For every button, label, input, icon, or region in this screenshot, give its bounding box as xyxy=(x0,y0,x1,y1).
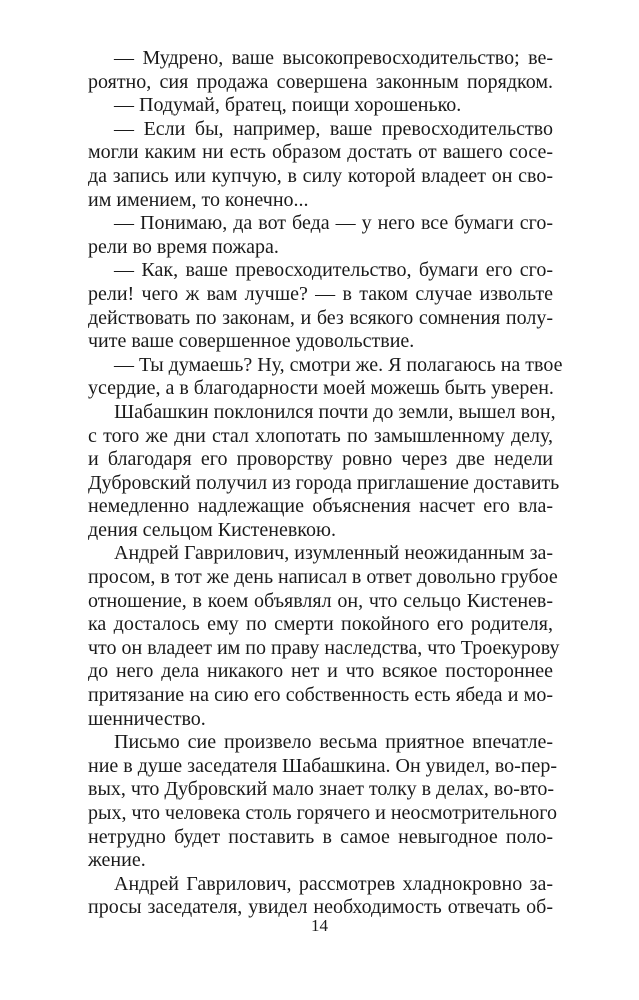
text-line: Дубровский получил из города приглашение доставить xyxy=(88,471,560,494)
text-line: немедленно надлежащие объяснения насчет его вла- xyxy=(88,495,553,518)
text-line: просом, в тот же день написал в ответ довольно грубое xyxy=(88,566,558,589)
text-line: да запись или купчую, в силу которой владеет он сво- xyxy=(88,164,553,187)
text-line: рых, что человека столь горячего и неосмотрительного xyxy=(88,802,557,824)
text-line: рели! чего ж вам лучше? — в таком случае извольте xyxy=(88,282,553,305)
text-line: Андрей Гаврилович, рассмотрев хладнокровно за- xyxy=(114,872,553,895)
text-line: что он владеет им по праву наследства, что Троекурову xyxy=(88,636,560,659)
text-line: могли каким ни есть образом достать от вашего сосе- xyxy=(88,141,553,164)
text-line: ние в душе заседателя Шабашкина. Он увидел, во-пер- xyxy=(88,754,558,777)
text-line: с того же дни стал хлопотать по замышленному делу, xyxy=(88,424,553,447)
text-line: шенничество. xyxy=(88,707,206,730)
text-line: вых, что Дубровский мало знает толку в делах, во-вто- xyxy=(88,778,554,801)
text-line: — Как, ваше превосходительство, бумаги его сго- xyxy=(114,259,553,282)
page-number: 14 xyxy=(311,916,328,935)
text-line: отношение, в коем объявлял он, что сельцо Кистенев- xyxy=(88,589,553,612)
text-line: роятно, сия продажа совершена законным порядком. xyxy=(88,70,553,93)
text-line: чите ваше совершенное удовольствие. xyxy=(88,330,415,353)
text-line: им имением, то конечно... xyxy=(88,188,309,211)
text-line: жение. xyxy=(88,849,146,872)
text-line: Письмо сие произвело весьма приятное впечатле- xyxy=(114,731,553,754)
text-line: ка досталось ему по смерти покойного его родителя, xyxy=(88,613,553,636)
text-line: действовать по законам, и без всякого сомнения полу- xyxy=(88,306,553,329)
text-line: и благодаря его проворству ровно через две недели xyxy=(88,448,553,471)
text-line: — Если бы, например, ваше превосходительство xyxy=(114,117,553,140)
text-line: просы заседателя, увидел необходимость отвечать об- xyxy=(88,896,553,919)
text-line: — Мудрено, ваше высокопревосходительство; ве- xyxy=(114,47,553,69)
page-body xyxy=(88,47,563,920)
text-line: притязание на сию его собственность есть ябеда и мо- xyxy=(88,684,553,707)
text-line: — Ты думаешь? Ну, смотри же. Я полагаюсь на твое xyxy=(114,353,563,376)
text-line: — Понимаю, да вот беда — у него все бумаги сго- xyxy=(114,212,553,235)
text-line: Андрей Гаврилович, изумленный неожиданным за- xyxy=(114,542,553,565)
text-line: Шабашкин поклонился почти до земли, вышел вон, xyxy=(114,400,556,423)
text-line: рели во время пожара. xyxy=(88,235,279,258)
text-line: — Подумай, братец, поищи хорошенько. xyxy=(114,94,462,117)
text-line: усердие, а в благодарности моей можешь быть уверен. xyxy=(88,377,554,400)
text-line: дения сельцом Кистеневкою. xyxy=(88,518,336,541)
text-line: нетрудно будет поставить в самое невыгодное поло- xyxy=(88,825,553,848)
text-line: до него дела никакого нет и что всякое постороннее xyxy=(88,660,553,683)
